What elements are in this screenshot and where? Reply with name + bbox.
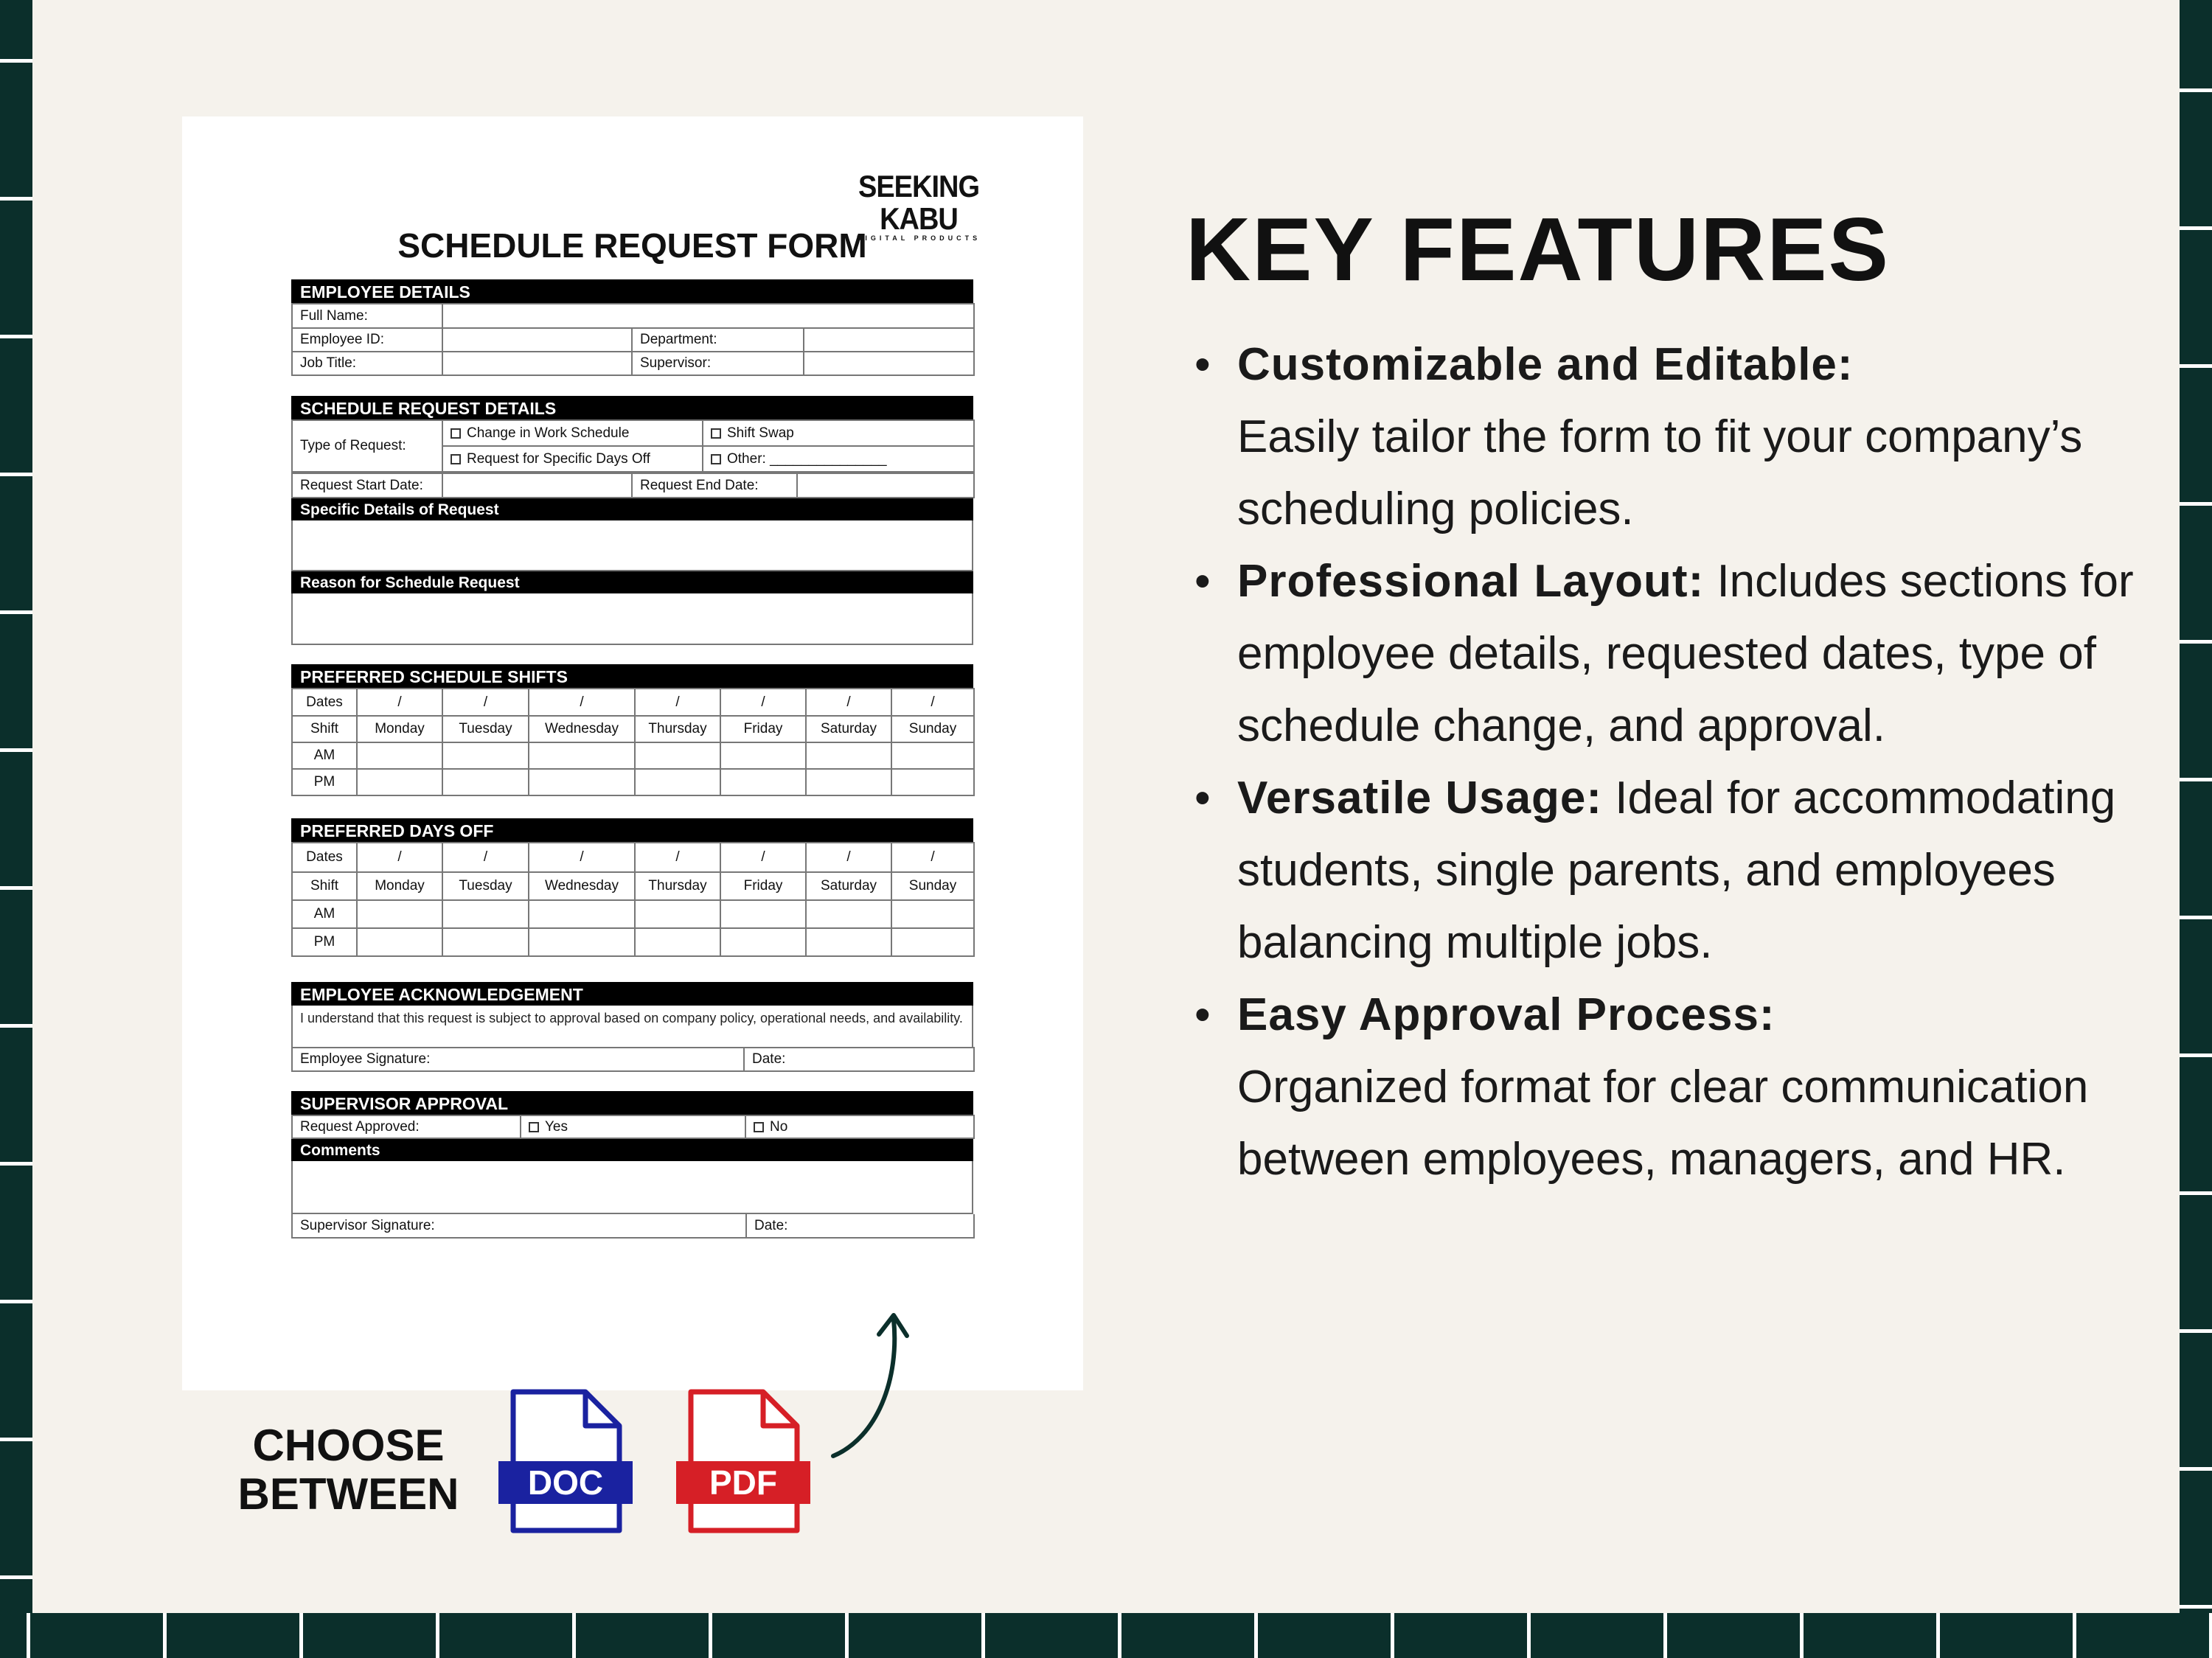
checkbox-icon[interactable] [529, 1122, 539, 1132]
am-cell[interactable] [635, 742, 720, 769]
employee-details-section [291, 279, 973, 376]
feature-text: Ideal for accommodating students, single parents, and employees balancing multiple jobs. [1237, 773, 2116, 968]
pm-cell[interactable] [442, 769, 529, 795]
tile-divider [0, 610, 32, 614]
request-dates-table [291, 473, 975, 498]
doc-label: DOC [527, 1463, 604, 1502]
supervisor-label: Supervisor: [632, 352, 804, 375]
supervisor-signature-table [291, 1214, 975, 1239]
feature-text: Includes sections for employee details, requested dates, type of schedule change, and approval. [1237, 556, 2134, 751]
tile-divider [0, 886, 32, 890]
am-cell[interactable] [357, 742, 442, 769]
day-header: Wednesday [529, 872, 635, 900]
date-cell[interactable]: / [529, 689, 635, 716]
section-header: EMPLOYEE DETAILS [291, 279, 973, 303]
tile-divider [0, 197, 32, 201]
department-field[interactable] [804, 328, 974, 352]
tile-divider [436, 1613, 439, 1658]
pm-cell[interactable] [720, 769, 806, 795]
choose-line: CHOOSE [252, 1421, 445, 1470]
between-line: BETWEEN [237, 1469, 459, 1519]
full-name-label: Full Name: [292, 304, 442, 328]
am-cell[interactable] [806, 900, 891, 928]
schedule-request-section [291, 396, 973, 645]
date-label: Date: [752, 1051, 786, 1067]
day-header: Saturday [806, 872, 891, 900]
approval-table [291, 1115, 975, 1139]
tile-divider [2180, 1605, 2212, 1609]
date-cell[interactable]: / [806, 689, 891, 716]
start-date-field[interactable] [442, 473, 632, 498]
day-header: Monday [357, 716, 442, 742]
date-cell[interactable]: / [891, 689, 974, 716]
tile-divider [0, 473, 32, 476]
preferred-days-off-section [291, 818, 973, 957]
day-header: Friday [720, 872, 806, 900]
job-title-label: Job Title: [292, 352, 442, 375]
am-label: AM [292, 900, 357, 928]
tile-divider [2180, 1329, 2212, 1333]
day-header: Tuesday [442, 872, 529, 900]
tile-divider [2209, 1613, 2212, 1658]
shift-label: Shift [292, 872, 357, 900]
tile-divider [0, 335, 32, 338]
tile-divider [0, 1024, 32, 1028]
tile-divider [2180, 640, 2212, 644]
am-cell[interactable] [720, 742, 806, 769]
curved-arrow-icon [826, 1305, 914, 1467]
choose-between-label [221, 1421, 476, 1519]
tile-divider [2180, 1467, 2212, 1471]
section-header: PREFERRED SCHEDULE SHIFTS [291, 664, 973, 688]
signature-label: Supervisor Signature: [300, 1217, 435, 1233]
acknowledgement-signature-table [291, 1047, 975, 1072]
pm-label: PM [292, 769, 357, 795]
date-cell[interactable]: / [720, 689, 806, 716]
checkbox-icon[interactable] [711, 454, 721, 464]
preferred-days-off-table [291, 842, 975, 957]
am-label: AM [292, 742, 357, 769]
tile-divider [1663, 1613, 1667, 1658]
tile-divider [1391, 1613, 1394, 1658]
day-header: Sunday [891, 716, 974, 742]
supervisor-signature-field[interactable] [292, 1214, 746, 1238]
date-cell[interactable]: / [720, 843, 806, 872]
pm-cell[interactable] [891, 769, 974, 795]
date-cell[interactable]: / [442, 843, 529, 872]
acknowledgement-section [291, 982, 973, 1072]
date-cell[interactable]: / [357, 689, 442, 716]
option-shift-swap[interactable] [703, 420, 974, 446]
tile-divider [2180, 1191, 2212, 1195]
bullet-icon: • [1194, 773, 1211, 823]
tile-divider [1936, 1613, 1940, 1658]
pm-cell[interactable] [442, 928, 529, 956]
pm-cell[interactable] [720, 928, 806, 956]
tile-divider [2180, 226, 2212, 230]
ack-date-field[interactable] [744, 1048, 974, 1071]
employee-signature-field[interactable] [292, 1048, 744, 1071]
pm-cell[interactable] [891, 928, 974, 956]
feature-title: Easy Approval Process: [1237, 989, 1775, 1040]
tile-divider [2180, 88, 2212, 92]
tile-divider [1118, 1613, 1121, 1658]
shift-label: Shift [292, 716, 357, 742]
option-label: Shift Swap [727, 425, 794, 441]
feature-item [1194, 979, 2175, 1196]
specific-details-field[interactable] [291, 520, 973, 571]
date-cell[interactable]: / [806, 843, 891, 872]
date-label: Date: [754, 1217, 788, 1233]
pm-cell[interactable] [357, 928, 442, 956]
tile-divider [845, 1613, 849, 1658]
am-cell[interactable] [442, 742, 529, 769]
option-other[interactable] [703, 446, 974, 472]
job-title-field[interactable] [442, 352, 632, 375]
comments-field[interactable] [291, 1161, 973, 1214]
section-header: EMPLOYEE ACKNOWLEDGEMENT [291, 982, 973, 1006]
approved-no-option[interactable] [745, 1115, 974, 1138]
key-features-title: KEY FEATURES [1186, 199, 1890, 299]
signature-label: Employee Signature: [300, 1051, 431, 1067]
checkbox-icon[interactable] [451, 428, 461, 439]
supervisor-approval-section [291, 1091, 973, 1239]
end-date-label: Request End Date: [632, 473, 797, 498]
feature-title: Customizable and Editable: [1237, 339, 1854, 390]
type-of-request-label: Type of Request: [292, 420, 442, 472]
option-label: Change in Work Schedule [467, 425, 630, 441]
tile-divider [1800, 1613, 1804, 1658]
tile-divider [2180, 1053, 2212, 1057]
pdf-label: PDF [709, 1463, 777, 1502]
option-specific-days-off[interactable] [442, 446, 703, 472]
tile-divider [709, 1613, 712, 1658]
tile-divider [299, 1613, 303, 1658]
logo-subtext: DIGITAL PRODUCTS [856, 234, 981, 242]
pm-cell[interactable] [806, 928, 891, 956]
am-cell[interactable] [806, 742, 891, 769]
full-name-field[interactable] [442, 304, 974, 328]
tile-divider [0, 1438, 32, 1441]
day-header: Tuesday [442, 716, 529, 742]
employee-details-table [291, 303, 975, 376]
am-cell[interactable] [891, 742, 974, 769]
dates-label: Dates [292, 689, 357, 716]
feature-title: Professional Layout: [1237, 556, 1705, 607]
preferred-shifts-section [291, 664, 973, 796]
pm-cell[interactable] [529, 769, 635, 795]
pdf-file-icon[interactable] [673, 1387, 813, 1535]
tile-divider [2073, 1613, 2076, 1658]
day-header: Friday [720, 716, 806, 742]
pm-label: PM [292, 928, 357, 956]
employee-id-label: Employee ID: [292, 328, 442, 352]
features-list [1194, 329, 2175, 1196]
no-label: No [770, 1118, 788, 1135]
bullet-icon: • [1194, 339, 1211, 390]
logo-text: SEEKING KABU [858, 170, 980, 237]
tile-divider [0, 59, 32, 63]
request-approved-label: Request Approved: [292, 1115, 521, 1138]
checkbox-icon[interactable] [711, 428, 721, 439]
feature-text: Organized format for clear communication between employees, managers, and HR. [1237, 1062, 2089, 1185]
tile-divider [0, 1300, 32, 1303]
reason-header: Reason for Schedule Request [291, 571, 973, 593]
approved-yes-option[interactable] [521, 1115, 745, 1138]
am-cell[interactable] [720, 900, 806, 928]
request-type-table [291, 419, 975, 473]
bullet-icon: • [1194, 989, 1211, 1040]
am-cell[interactable] [635, 900, 720, 928]
pm-cell[interactable] [806, 769, 891, 795]
date-cell[interactable]: / [635, 689, 720, 716]
pm-cell[interactable] [357, 769, 442, 795]
reason-field[interactable] [291, 593, 973, 645]
am-cell[interactable] [357, 900, 442, 928]
am-cell[interactable] [442, 900, 529, 928]
day-header: Saturday [806, 716, 891, 742]
specific-details-header: Specific Details of Request [291, 498, 973, 520]
tile-divider [2180, 916, 2212, 919]
tile-divider [2180, 364, 2212, 368]
checkbox-icon[interactable] [754, 1122, 764, 1132]
date-cell[interactable]: / [442, 689, 529, 716]
section-header: SUPERVISOR APPROVAL [291, 1091, 973, 1115]
tile-divider [163, 1613, 167, 1658]
tile-divider [0, 1162, 32, 1166]
doc-file-icon[interactable] [495, 1387, 636, 1535]
option-change-schedule[interactable] [442, 420, 703, 446]
pm-cell[interactable] [529, 928, 635, 956]
preferred-shifts-table [291, 688, 975, 796]
form-title: SCHEDULE REQUEST FORM [397, 226, 867, 265]
date-cell[interactable]: / [891, 843, 974, 872]
day-header: Thursday [635, 716, 720, 742]
tile-divider [981, 1613, 985, 1658]
am-cell[interactable] [891, 900, 974, 928]
feature-item [1194, 546, 2175, 762]
feature-item [1194, 762, 2175, 979]
comments-header: Comments [291, 1139, 973, 1161]
tile-divider [2180, 502, 2212, 506]
approval-date-field[interactable] [746, 1214, 974, 1238]
feature-title: Versatile Usage: [1237, 773, 1603, 823]
acknowledgement-text: I understand that this request is subject to approval based on company policy, operational needs, and availability. [291, 1006, 973, 1047]
tile-divider [572, 1613, 576, 1658]
date-cell[interactable]: / [529, 843, 635, 872]
yes-label: Yes [545, 1118, 568, 1135]
am-cell[interactable] [529, 900, 635, 928]
pm-cell[interactable] [635, 769, 720, 795]
feature-item [1194, 329, 2175, 546]
tile-divider [1527, 1613, 1531, 1658]
day-header: Wednesday [529, 716, 635, 742]
tile-divider [0, 748, 32, 752]
tile-divider [0, 1575, 32, 1579]
am-cell[interactable] [529, 742, 635, 769]
date-cell[interactable]: / [357, 843, 442, 872]
start-date-label: Request Start Date: [292, 473, 442, 498]
feature-text: Easily tailor the form to fit your company’s scheduling policies. [1237, 411, 2083, 534]
date-cell[interactable]: / [635, 843, 720, 872]
section-header: SCHEDULE REQUEST DETAILS [291, 396, 973, 419]
pm-cell[interactable] [635, 928, 720, 956]
bullet-icon: • [1194, 556, 1211, 607]
day-header: Thursday [635, 872, 720, 900]
department-label: Department: [632, 328, 804, 352]
supervisor-field[interactable] [804, 352, 974, 375]
tile-divider [2180, 778, 2212, 781]
section-header: PREFERRED DAYS OFF [291, 818, 973, 842]
checkbox-icon[interactable] [451, 454, 461, 464]
day-header: Sunday [891, 872, 974, 900]
employee-id-field[interactable] [442, 328, 632, 352]
tile-divider [27, 1613, 30, 1658]
dates-label: Dates [292, 843, 357, 872]
tile-divider [1254, 1613, 1258, 1658]
option-label: Request for Specific Days Off [467, 450, 650, 467]
end-date-field[interactable] [797, 473, 974, 498]
option-label: Other: _______________ [727, 450, 887, 467]
day-header: Monday [357, 872, 442, 900]
